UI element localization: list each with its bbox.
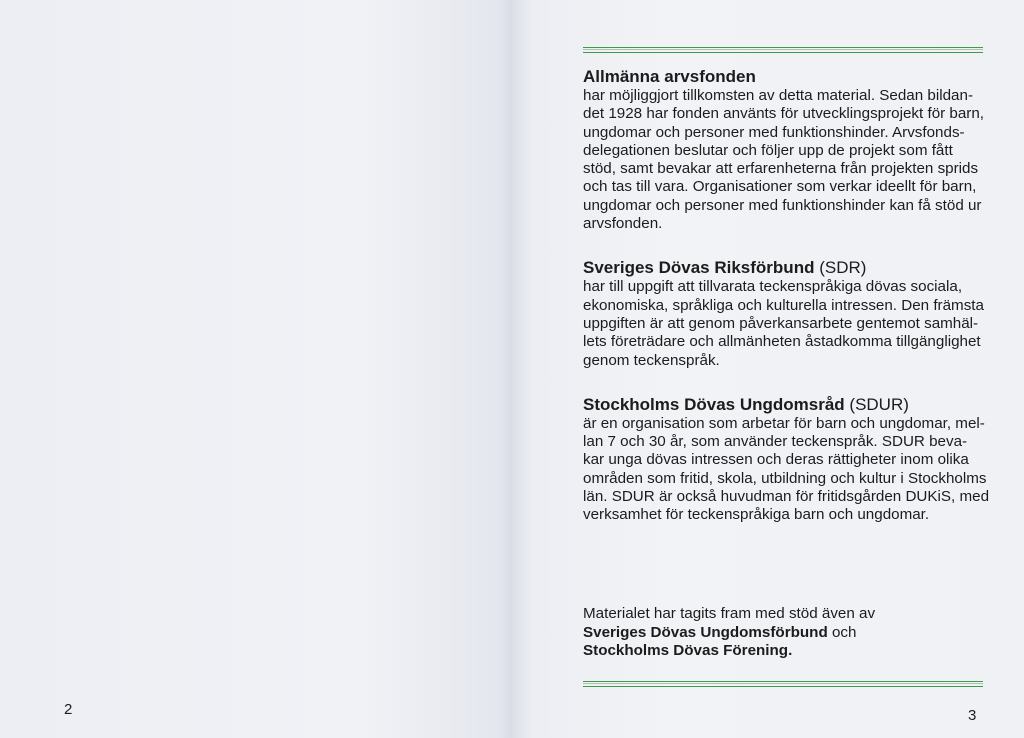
- body-line: kar unga dövas intressen och deras rättigheter inom olika: [583, 451, 969, 469]
- funding-org-1: Sveriges Dövas Ungdomsförbund: [583, 623, 828, 641]
- body-line: har möjliggjort tillkomsten av detta material. Sedan bildan-: [583, 87, 974, 104]
- body-line: verksamhet för teckenspråkiga barn och ungdomar.: [583, 506, 930, 524]
- body-line: och tas till vara. Organisationer som verkar ideellt för barn,: [583, 178, 977, 196]
- section-title: Sveriges Dövas Riksförbund: [583, 258, 815, 278]
- section-heading: [583, 66, 983, 87]
- funding-org-2: Stockholms Dövas Förening.: [583, 642, 793, 659]
- section-title: Allmänna arvsfonden: [583, 67, 756, 86]
- body-line: län. SDUR är också huvudman för fritidsgården DUKiS, med: [583, 488, 990, 506]
- section-arvsfonden: [583, 66, 983, 233]
- top-green-rule: [583, 47, 983, 53]
- body-line: ekonomiska, språkliga och kulturella intressen. Den främsta: [583, 296, 984, 314]
- body-line: är en organisation som arbetar för barn och ungdomar, mel-: [583, 414, 985, 432]
- section-heading: [583, 394, 983, 415]
- page-number-right: 3: [968, 707, 977, 724]
- page-number-left: 2: [64, 701, 73, 718]
- bottom-green-rule: [583, 681, 983, 687]
- funding-intro: Materialet har tagits fram med stöd även av: [583, 605, 876, 622]
- body-line: det 1928 har fonden använts för utvecklingsprojekt för barn,: [583, 105, 985, 123]
- section-sdr: [583, 257, 983, 369]
- body-line: lan 7 och 30 år, som använder teckenspråk. SDUR beva-: [583, 433, 968, 451]
- section-heading: [583, 257, 983, 278]
- body-line: har till uppgift att tillvarata teckenspråkiga dövas sociala,: [583, 278, 963, 296]
- section-abbreviation: (SDUR): [849, 394, 909, 414]
- section-sdur: [583, 394, 990, 525]
- funding-note: [583, 605, 983, 661]
- body-line: arvsfonden.: [583, 215, 663, 233]
- body-line: lets företrädare och allmänheten åstadkomma tillgänglighet: [583, 333, 981, 351]
- funding-line-3: [583, 642, 983, 661]
- sections-column: [583, 66, 990, 549]
- funding-line-2: [583, 624, 983, 643]
- body-line: uppgiften är att genom påverkansarbete gentemot samhäl-: [583, 314, 979, 332]
- body-line: stöd, samt bevakar att erfarenheterna från projekten sprids: [583, 160, 979, 178]
- section-title: Stockholms Dövas Ungdomsråd: [583, 394, 845, 414]
- section-abbreviation: (SDR): [819, 258, 867, 278]
- body-line: delegationen beslutar och följer upp de projekt som fått: [583, 141, 953, 159]
- funding-connector: och: [827, 623, 857, 641]
- body-line: ungdomar och personer med funktionshinder. Arvsfonds-: [583, 123, 965, 141]
- body-line: genom teckenspråk.: [583, 351, 720, 369]
- body-line: områden som fritid, skola, utbildning och kultur i Stockholms: [583, 469, 987, 487]
- body-line: ungdomar och personer med funktionshinder kan få stöd ur: [583, 196, 982, 214]
